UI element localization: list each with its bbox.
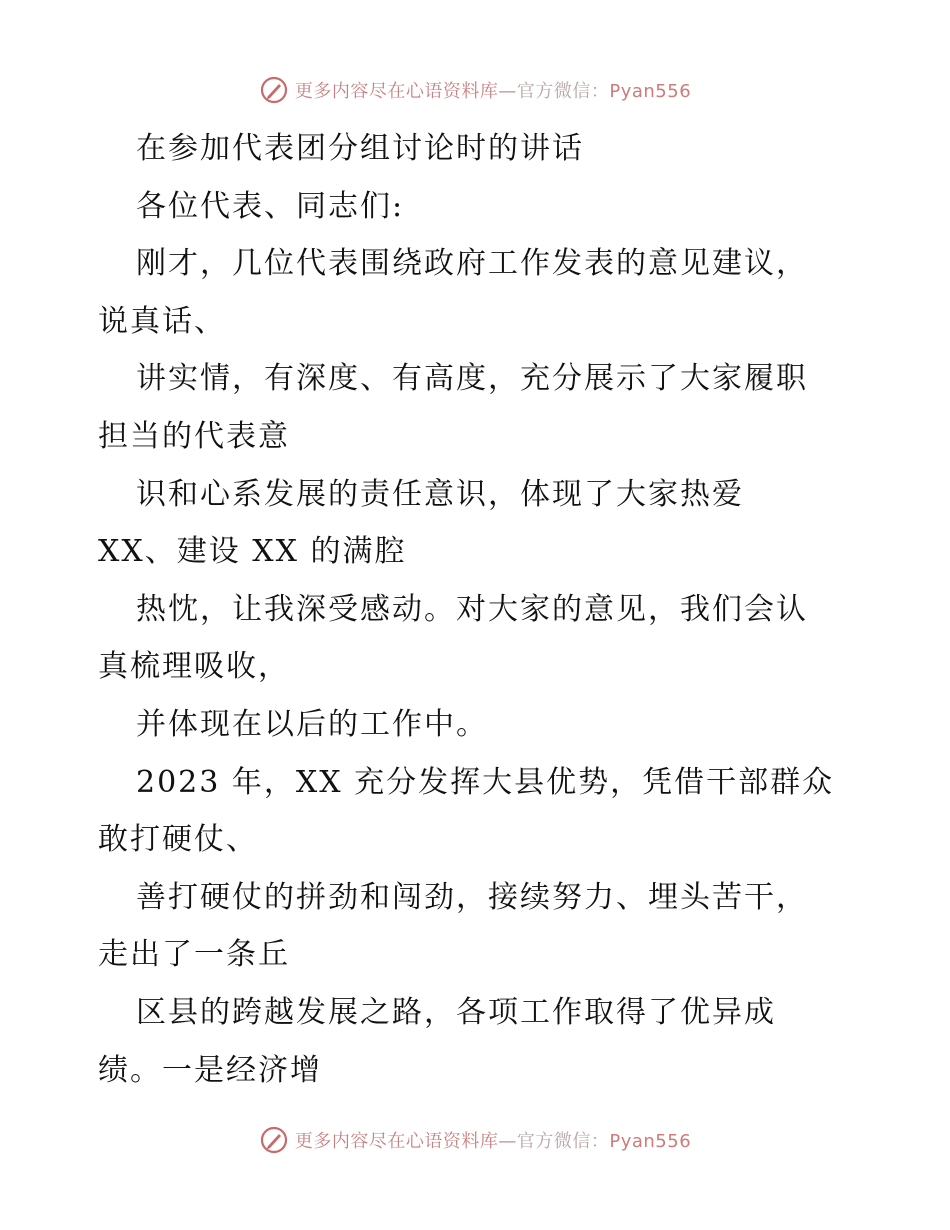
watermark-sub: 官方微信： <box>516 1131 610 1152</box>
text-line: 真梳理吸收， <box>98 649 290 685</box>
text-line: XX、建设 XX 的满腔 <box>98 534 407 570</box>
text-line: 绩。一是经济增 <box>98 1052 322 1088</box>
watermark-text <box>295 1127 691 1153</box>
text-line: 并体现在以后的工作中。 <box>136 706 488 742</box>
text-line: 敢打硬仗、 <box>98 822 258 858</box>
text-line: 走出了一条丘 <box>98 937 290 973</box>
text-line: 热忱，让我深受感动。对大家的意见，我们会认 <box>136 591 808 627</box>
watermark-id: Pyan556 <box>609 81 692 102</box>
document-body <box>98 120 868 1099</box>
text-line: 区县的跨越发展之路，各项工作取得了优异成 <box>136 994 776 1030</box>
text-line: 担当的代表意 <box>98 418 290 454</box>
pen-logo-icon <box>259 1125 289 1155</box>
text-line: 各位代表、同志们: <box>136 188 405 224</box>
watermark-sub: 官方微信： <box>516 81 610 102</box>
watermark-text <box>295 77 691 103</box>
text-line: 善打硬仗的拼劲和闯劲，接续努力、埋头苦干， <box>136 879 808 915</box>
watermark-dash: — <box>498 1131 517 1152</box>
text-line: 讲实情，有深度、有高度，充分展示了大家履职 <box>136 361 808 397</box>
pen-logo-icon <box>259 75 289 105</box>
watermark-header <box>0 70 950 110</box>
text-line: 识和心系发展的责任意识，体现了大家热爱 <box>136 476 744 512</box>
text-line: 在参加代表团分组讨论时的讲话 <box>136 131 584 166</box>
watermark-main: 更多内容尽在心语资料库 <box>294 81 499 102</box>
watermark-main: 更多内容尽在心语资料库 <box>294 1131 499 1152</box>
text-line: 2023 年，XX 充分发挥大县优势，凭借干部群众 <box>136 764 835 800</box>
watermark-dash: — <box>498 81 517 102</box>
watermark-footer <box>0 1120 950 1160</box>
watermark-id: Pyan556 <box>609 1131 692 1152</box>
text-line: 说真话、 <box>98 303 226 339</box>
text-line: 刚才，几位代表围绕政府工作发表的意见建议， <box>136 246 808 282</box>
